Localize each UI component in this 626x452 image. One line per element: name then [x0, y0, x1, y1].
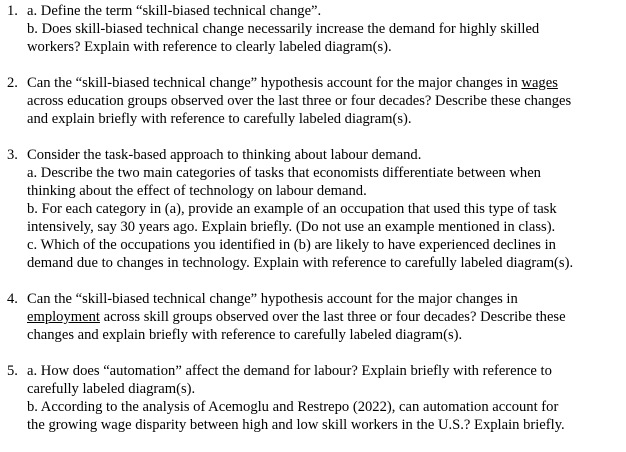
question-2: [0, 74, 626, 128]
question-line: intensively, say 30 years ago. Explain briefly. (Do not use an example mentioned in class).: [27, 219, 556, 235]
question-line: the growing wage disparity between high and low skill workers in the U.S.? Explain briefly.: [27, 417, 565, 433]
question-5: [0, 362, 626, 434]
question-line: thinking about the effect of technology on labour demand.: [27, 183, 367, 199]
question-line: b. For each category in (a), provide an example of an occupation that used this type of task: [27, 201, 557, 217]
question-line: carefully labeled diagram(s).: [27, 381, 196, 397]
question-number: 2.: [7, 75, 18, 91]
question-line: b. According to the analysis of Acemoglu and Restrepo (2022), can automation account for: [27, 399, 559, 415]
question-text: across skill groups observed over the last three or four decades? Describe these: [99, 309, 566, 325]
question-1: [0, 2, 626, 56]
question-number: 4.: [7, 291, 18, 307]
assignment-document: [0, 2, 626, 452]
question-line: demand due to changes in technology. Explain with reference to carefully labeled diagram(s).: [27, 255, 574, 271]
question-line: [27, 74, 622, 92]
question-line: and explain briefly with reference to carefully labeled diagram(s).: [27, 111, 412, 127]
question-line: changes and explain briefly with reference to carefully labeled diagram(s).: [27, 327, 463, 343]
question-text: Can the “skill-biased technical change” hypothesis account for the major changes in: [27, 75, 522, 91]
underlined-term: wages: [521, 75, 558, 91]
question-line: across education groups observed over the last three or four decades? Describe these changes: [27, 93, 572, 109]
question-line: [27, 308, 622, 326]
question-line: Can the “skill-biased technical change” hypothesis account for the major changes in: [27, 291, 518, 307]
question-number: 1.: [7, 3, 18, 19]
question-line: Consider the task-based approach to thinking about labour demand.: [27, 147, 422, 163]
question-line: a. Describe the two main categories of tasks that economists differentiate between when: [27, 165, 541, 181]
question-3: [0, 146, 626, 272]
question-4: [0, 290, 626, 344]
underlined-term: employment: [27, 309, 100, 325]
question-line: c. Which of the occupations you identified in (b) are likely to have experienced declines in: [27, 237, 556, 253]
question-number: 5.: [7, 363, 18, 379]
question-line: workers? Explain with reference to clearly labeled diagram(s).: [27, 39, 392, 55]
question-number: 3.: [7, 147, 18, 163]
question-line: b. Does skill-biased technical change necessarily increase the demand for highly skilled: [27, 21, 540, 37]
question-line: a. Define the term “skill-biased technical change”.: [27, 3, 322, 19]
question-line: a. How does “automation” affect the demand for labour? Explain briefly with reference to: [27, 363, 552, 379]
